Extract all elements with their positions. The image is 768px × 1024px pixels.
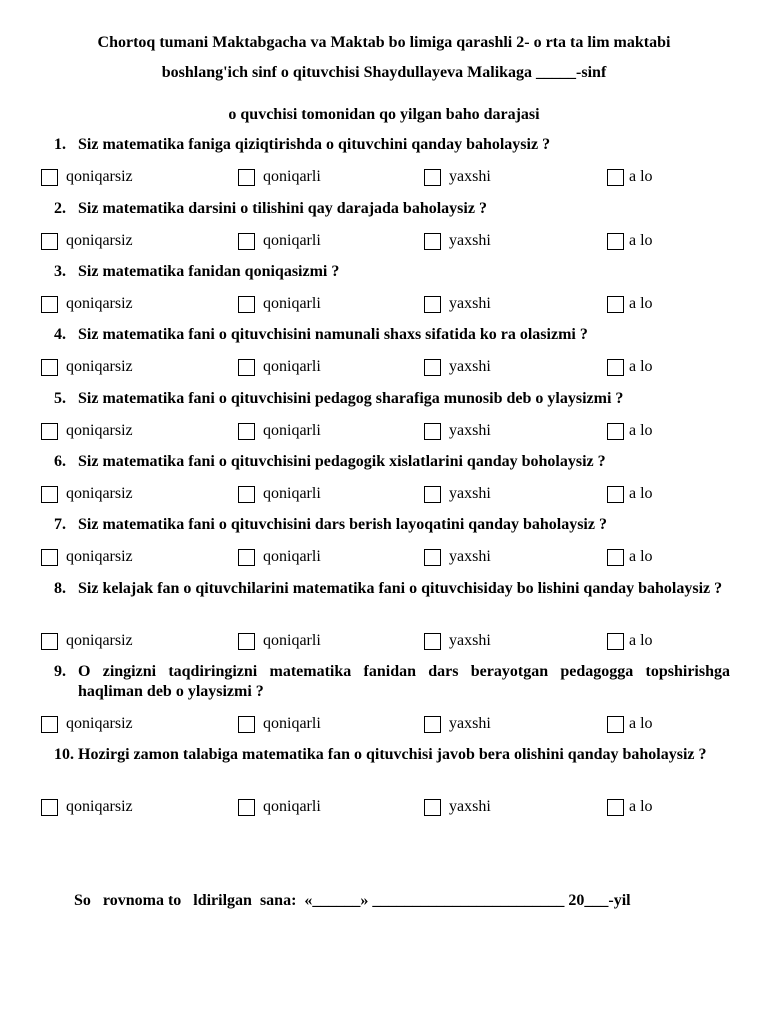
option-label: a lo: [629, 422, 653, 439]
question-7: [54, 515, 730, 535]
option-label: yaxshi: [449, 485, 491, 502]
question-10: [54, 745, 730, 765]
option-qoniqarsiz[interactable]: [41, 420, 133, 442]
question-text: Siz matematika darsini o tilishini qay darajada baholaysiz ?: [78, 200, 487, 217]
checkbox[interactable]: [238, 169, 255, 186]
option-qoniqarli[interactable]: [238, 293, 321, 315]
option-qoniqarli[interactable]: [238, 420, 321, 442]
option-label: qoniqarsiz: [66, 485, 133, 502]
option-qoniqarli[interactable]: [238, 713, 321, 735]
option-yaxshi[interactable]: [424, 713, 491, 735]
question-text: Siz matematika fani o qituvchisini dars berish layoqatini qanday baholaysiz ?: [78, 516, 607, 533]
question-number: 4.: [54, 326, 66, 343]
checkbox[interactable]: [238, 799, 255, 816]
checkbox[interactable]: [238, 633, 255, 650]
option-label: a lo: [629, 232, 653, 249]
option-yaxshi[interactable]: [424, 546, 491, 568]
option-qoniqarsiz[interactable]: [41, 356, 133, 378]
checkbox[interactable]: [238, 423, 255, 440]
option-qoniqarli[interactable]: [238, 796, 321, 818]
option-label: qoniqarli: [263, 798, 321, 815]
question-text: Siz matematika fanidan qoniqasizmi ?: [78, 263, 340, 280]
question-text: Siz matematika faniga qiziqtirishda o qituvchini qanday baholaysiz ?: [78, 136, 551, 153]
checkbox[interactable]: [238, 359, 255, 376]
checkbox[interactable]: [41, 423, 58, 440]
option-qoniqarli[interactable]: [238, 356, 321, 378]
option-label: a lo: [629, 485, 653, 502]
checkbox[interactable]: [238, 549, 255, 566]
header-line-1: Chortoq tumani Maktabgacha va Maktab bo limiga qarashli 2- o rta ta lim maktabi: [97, 34, 671, 51]
option-qoniqarli[interactable]: [238, 630, 321, 652]
question-text: Siz matematika fani o qituvchisini namunali shaxs sifatida ko ra olasizmi ?: [78, 326, 588, 343]
option-alo[interactable]: [607, 356, 653, 378]
option-label: qoniqarsiz: [66, 295, 133, 312]
question-1: [54, 135, 730, 155]
checkbox[interactable]: [424, 359, 441, 376]
checkbox[interactable]: [424, 799, 441, 816]
answer-options-6: [0, 483, 768, 507]
checkbox[interactable]: [238, 233, 255, 250]
option-label: a lo: [629, 168, 653, 185]
option-alo[interactable]: [607, 420, 653, 442]
option-label: qoniqarli: [263, 295, 321, 312]
option-label: qoniqarsiz: [66, 358, 133, 375]
option-qoniqarsiz[interactable]: [41, 483, 133, 505]
option-yaxshi[interactable]: [424, 483, 491, 505]
question-number: 10.: [54, 746, 74, 763]
option-label: qoniqarli: [263, 548, 321, 565]
question-number: 8.: [54, 580, 66, 597]
checkbox[interactable]: [238, 486, 255, 503]
checkbox[interactable]: [607, 549, 624, 566]
checkbox[interactable]: [607, 633, 624, 650]
checkbox[interactable]: [607, 169, 624, 186]
question-2: [54, 199, 730, 219]
question-number: 6.: [54, 453, 66, 470]
survey-subtitle: o quvchisi tomonidan qo yilgan baho darajasi: [228, 106, 540, 123]
option-alo[interactable]: [607, 630, 653, 652]
option-label: a lo: [629, 715, 653, 732]
option-label: a lo: [629, 632, 653, 649]
option-label: qoniqarsiz: [66, 232, 133, 249]
completion-date-line: So rovnoma to ldirilgan sana: «______» ________________________ 20___-yil: [74, 892, 631, 909]
question-text: O zingizni taqdiringizni matematika fanidan dars berayotgan pedagogga topshirishga haqliman deb o ylaysizmi ?: [78, 663, 730, 700]
option-qoniqarsiz[interactable]: [41, 293, 133, 315]
option-label: yaxshi: [449, 358, 491, 375]
option-alo[interactable]: [607, 166, 653, 188]
option-label: qoniqarli: [263, 232, 321, 249]
question-text: Siz matematika fani o qituvchisini pedagog sharafiga munosib deb o ylaysizmi ?: [78, 390, 624, 407]
option-label: qoniqarsiz: [66, 632, 133, 649]
question-number: 2.: [54, 200, 66, 217]
option-label: qoniqarli: [263, 715, 321, 732]
option-label: qoniqarsiz: [66, 548, 133, 565]
option-yaxshi[interactable]: [424, 796, 491, 818]
question-number: 7.: [54, 516, 66, 533]
question-5: [54, 389, 730, 409]
checkbox[interactable]: [41, 486, 58, 503]
question-9: [54, 662, 730, 702]
option-label: a lo: [629, 358, 653, 375]
checkbox[interactable]: [607, 799, 624, 816]
option-label: qoniqarli: [263, 422, 321, 439]
option-qoniqarsiz[interactable]: [41, 630, 133, 652]
checkbox[interactable]: [607, 233, 624, 250]
answer-options-4: [0, 356, 768, 380]
checkbox[interactable]: [424, 716, 441, 733]
option-label: qoniqarsiz: [66, 798, 133, 815]
question-text: Siz matematika fani o qituvchisini pedagogik xislatlarini qanday boholaysiz ?: [78, 453, 606, 470]
option-label: yaxshi: [449, 632, 491, 649]
option-yaxshi[interactable]: [424, 420, 491, 442]
checkbox[interactable]: [607, 486, 624, 503]
option-label: a lo: [629, 295, 653, 312]
option-label: qoniqarsiz: [66, 715, 133, 732]
answer-options-10: [0, 796, 768, 820]
option-yaxshi[interactable]: [424, 630, 491, 652]
option-label: qoniqarsiz: [66, 168, 133, 185]
checkbox[interactable]: [424, 549, 441, 566]
option-label: yaxshi: [449, 232, 491, 249]
question-number: 5.: [54, 390, 66, 407]
question-3: [54, 262, 730, 282]
option-label: yaxshi: [449, 715, 491, 732]
answer-options-2: [0, 230, 768, 254]
checkbox[interactable]: [41, 799, 58, 816]
option-yaxshi[interactable]: [424, 293, 491, 315]
checkbox[interactable]: [41, 633, 58, 650]
option-yaxshi[interactable]: [424, 230, 491, 252]
option-label: yaxshi: [449, 548, 491, 565]
option-label: qoniqarli: [263, 168, 321, 185]
question-8: [54, 579, 730, 599]
option-alo[interactable]: [607, 483, 653, 505]
checkbox[interactable]: [424, 296, 441, 313]
option-alo[interactable]: [607, 546, 653, 568]
option-label: yaxshi: [449, 168, 491, 185]
checkbox[interactable]: [41, 233, 58, 250]
checkbox[interactable]: [607, 423, 624, 440]
option-label: yaxshi: [449, 295, 491, 312]
checkbox[interactable]: [424, 423, 441, 440]
question-text: Siz kelajak fan o qituvchilarini matematika fani o qituvchisiday bo lishini qanday baholaysiz ?: [78, 580, 723, 597]
option-qoniqarli[interactable]: [238, 166, 321, 188]
option-label: qoniqarsiz: [66, 422, 133, 439]
checkbox[interactable]: [41, 296, 58, 313]
option-alo[interactable]: [607, 796, 653, 818]
option-qoniqarli[interactable]: [238, 483, 321, 505]
option-label: qoniqarli: [263, 632, 321, 649]
option-qoniqarsiz[interactable]: [41, 230, 133, 252]
question-number: 1.: [54, 136, 66, 153]
question-number: 3.: [54, 263, 66, 280]
checkbox[interactable]: [424, 169, 441, 186]
option-label: qoniqarli: [263, 358, 321, 375]
answer-options-7: [0, 546, 768, 570]
checkbox[interactable]: [41, 549, 58, 566]
checkbox[interactable]: [424, 633, 441, 650]
checkbox[interactable]: [607, 359, 624, 376]
option-alo[interactable]: [607, 293, 653, 315]
option-qoniqarsiz[interactable]: [41, 166, 133, 188]
option-qoniqarli[interactable]: [238, 230, 321, 252]
option-qoniqarsiz[interactable]: [41, 546, 133, 568]
answer-options-3: [0, 293, 768, 317]
answer-options-1: [0, 166, 768, 190]
option-alo[interactable]: [607, 230, 653, 252]
question-4: [54, 325, 730, 345]
checkbox[interactable]: [424, 486, 441, 503]
question-number: 9.: [54, 663, 66, 680]
header-line-2: boshlang'ich sinf o qituvchisi Shaydullayeva Malikaga _____-sinf: [161, 64, 607, 81]
checkbox[interactable]: [41, 169, 58, 186]
option-alo[interactable]: [607, 713, 653, 735]
option-qoniqarsiz[interactable]: [41, 796, 133, 818]
checkbox[interactable]: [238, 296, 255, 313]
option-yaxshi[interactable]: [424, 166, 491, 188]
option-label: qoniqarli: [263, 485, 321, 502]
option-label: yaxshi: [449, 798, 491, 815]
checkbox[interactable]: [607, 716, 624, 733]
checkbox[interactable]: [424, 233, 441, 250]
option-yaxshi[interactable]: [424, 356, 491, 378]
option-qoniqarli[interactable]: [238, 546, 321, 568]
checkbox[interactable]: [607, 296, 624, 313]
option-label: a lo: [629, 798, 653, 815]
checkbox[interactable]: [41, 359, 58, 376]
option-label: yaxshi: [449, 422, 491, 439]
question-6: [54, 452, 730, 472]
option-label: a lo: [629, 548, 653, 565]
question-text: Hozirgi zamon talabiga matematika fan o qituvchisi javob bera olishini qanday baholaysiz ?: [78, 746, 707, 763]
option-qoniqarsiz[interactable]: [41, 713, 133, 735]
answer-options-5: [0, 420, 768, 444]
answer-options-9: [0, 713, 768, 737]
checkbox[interactable]: [41, 716, 58, 733]
checkbox[interactable]: [238, 716, 255, 733]
answer-options-8: [0, 630, 768, 654]
